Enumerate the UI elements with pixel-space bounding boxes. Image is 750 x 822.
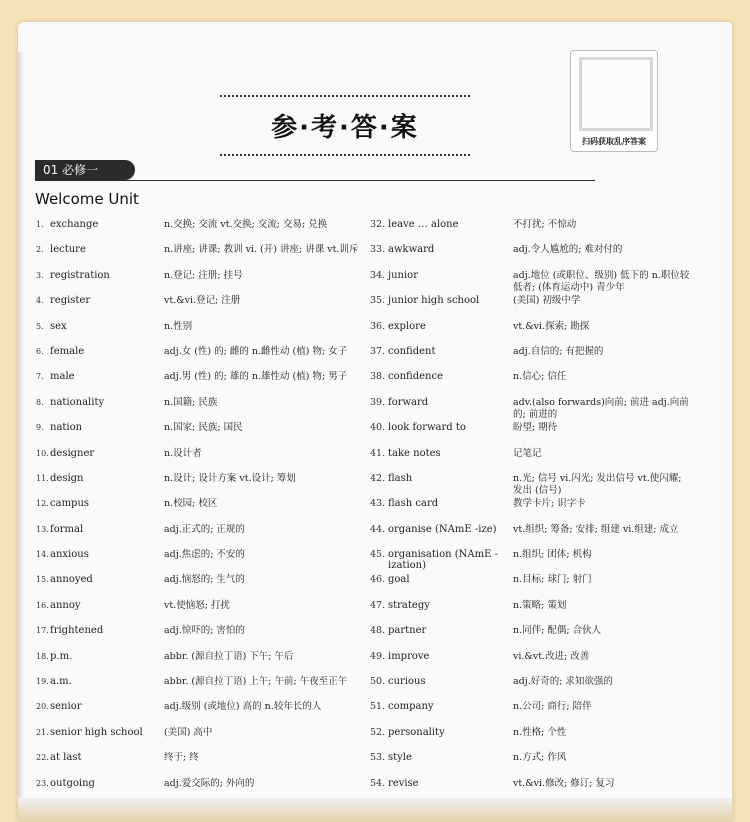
vocab-row	[36, 597, 376, 622]
vocab-row	[370, 241, 700, 266]
vocab-row	[370, 546, 700, 571]
vocab-definition: adj.正式的; 正规的	[164, 523, 245, 535]
section-divider	[35, 180, 595, 181]
vocab-word: flash	[388, 472, 413, 484]
vocab-word: company	[388, 701, 434, 713]
vocab-number: 16.	[36, 600, 49, 610]
vocab-word: exchange	[50, 219, 99, 230]
vocab-definition: n.同伴; 配偶; 合伙人	[513, 625, 602, 637]
vocab-row	[370, 292, 700, 317]
vocab-word: revise	[388, 777, 419, 789]
vocab-definition: adj.男 (性) 的; 雄的 n.雄性动 (植) 物; 男子	[164, 371, 348, 383]
vocab-word: annoyed	[50, 574, 93, 586]
vocab-word: senior	[50, 701, 82, 713]
vocab-word: explore	[388, 320, 426, 332]
vocab-word: take notes	[388, 447, 441, 459]
vocab-number: 32.	[370, 219, 386, 230]
title-bottom-dots	[220, 154, 470, 156]
vocab-word: junior high school	[388, 295, 480, 307]
vocab-number: 38.	[370, 371, 386, 383]
vocab-row	[36, 241, 376, 266]
vocab-number: 49.	[370, 650, 386, 662]
vocab-definition: abbr. (源自拉丁语) 下午; 午后	[164, 650, 294, 662]
vocab-row	[36, 648, 376, 673]
vocab-number: 12.	[36, 499, 49, 509]
vocab-word: style	[388, 752, 412, 764]
vocab-definition: adv.(also forwards)向前; 前进 adj.向前的; 前进的	[513, 396, 689, 420]
vocab-word: look forward to	[388, 422, 466, 434]
vocab-word: confidence	[388, 371, 444, 383]
vocab-row	[36, 267, 376, 292]
vocab-word: forward	[388, 396, 429, 408]
vocab-definition: vt.组织; 筹备; 安排; 组建 vi.组建; 成立	[513, 523, 679, 535]
vocab-number: 54.	[370, 777, 386, 789]
vocab-definition: n.校园; 校区	[164, 498, 218, 510]
vocab-word: formal	[50, 523, 84, 535]
vocab-number: 42.	[370, 472, 386, 484]
vocab-row	[36, 521, 376, 546]
vocab-number: 8.	[36, 397, 44, 407]
vocab-number: 10.	[36, 448, 49, 458]
vocab-definition: abbr. (源自拉丁语) 上午; 午前; 午夜至正午	[164, 676, 348, 688]
vocab-row	[370, 343, 700, 368]
vocab-number: 37.	[370, 345, 386, 357]
vocab-definition: n.国籍; 民族	[164, 396, 218, 408]
vocab-word: nation	[50, 422, 83, 434]
vocab-word: confident	[388, 345, 436, 357]
vocab-word: goal	[388, 574, 410, 586]
vocab-word: p.m.	[50, 650, 73, 662]
vocab-word: curious	[388, 676, 426, 688]
qr-label: 扫码获取乱序答案	[582, 137, 646, 146]
vocab-row	[370, 622, 700, 647]
vocab-row	[370, 318, 700, 343]
vocab-row	[370, 495, 700, 520]
vocab-definition: (美国) 高中	[164, 726, 213, 738]
vocab-number: 35.	[370, 295, 386, 307]
vocab-definition: n.讲座; 讲课; 教训 vi. (开) 讲座; 讲课 vt.训斥	[164, 244, 359, 256]
vocab-word: junior	[388, 269, 418, 281]
vocab-row	[36, 673, 376, 698]
vocab-row	[36, 749, 376, 774]
vocab-definition: adj.女 (性) 的; 雌的 n.雌性动 (植) 物; 女子	[164, 345, 348, 357]
page-title: 参·考·答·案	[271, 113, 419, 143]
vocab-word: anxious	[50, 549, 89, 561]
vocab-number: 52.	[370, 726, 386, 738]
vocab-row	[370, 648, 700, 673]
left-vocab-column	[36, 216, 376, 800]
vocab-definition: 记笔记	[513, 447, 542, 459]
vocab-number: 34.	[370, 269, 386, 281]
vocab-definition: 终于; 终	[164, 752, 199, 764]
vocab-number: 22.	[36, 753, 49, 763]
vocab-number: 21.	[36, 727, 49, 737]
unit-title: Welcome Unit	[35, 190, 139, 208]
vocab-definition: n.登记; 注册; 挂号	[164, 269, 243, 281]
vocab-row	[36, 343, 376, 368]
vocab-word: registration	[50, 269, 110, 281]
vocab-number: 20.	[36, 702, 49, 712]
vocab-definition: 教学卡片; 识字卡	[513, 498, 586, 510]
vocab-definition: vi.&vt.改进; 改善	[513, 650, 590, 662]
vocab-definition: adj.惊吓的; 害怕的	[164, 625, 245, 637]
vocab-number: 18.	[36, 651, 49, 661]
vocab-word: strategy	[388, 599, 430, 611]
vocab-row	[36, 394, 376, 419]
vocab-row	[36, 698, 376, 723]
vocab-number: 41.	[370, 447, 386, 459]
vocab-definition: n.目标; 球门; 射门	[513, 574, 592, 586]
vocab-number: 51.	[370, 701, 386, 713]
vocab-definition: 不打扰; 不惊动	[513, 219, 577, 230]
vocab-row	[370, 597, 700, 622]
vocab-definition: 盼望; 期待	[513, 422, 558, 434]
vocab-definition: n.设计者	[164, 447, 202, 459]
vocab-word: female	[50, 345, 85, 357]
vocab-number: 15.	[36, 575, 49, 585]
vocab-definition: vt.&vi.修改; 修订; 复习	[513, 777, 615, 789]
vocab-number: 43.	[370, 498, 386, 510]
vocab-number: 53.	[370, 752, 386, 764]
vocab-word: campus	[50, 498, 90, 510]
vocab-word: partner	[388, 625, 427, 637]
vocab-word: register	[50, 295, 91, 307]
vocab-number: 9.	[36, 423, 44, 433]
vocab-number: 23.	[36, 778, 49, 788]
vocab-row	[36, 419, 376, 444]
qr-code-icon	[579, 57, 653, 131]
vocab-definition: n.信心; 信任	[513, 371, 567, 383]
vocab-number: 46.	[370, 574, 386, 586]
vocab-word: outgoing	[50, 777, 95, 789]
vocab-definition: n.设计; 设计方案 vt.设计; 筹划	[164, 472, 296, 484]
vocab-definition: vt.使恼怒; 打扰	[164, 599, 230, 611]
vocab-number: 50.	[370, 676, 386, 688]
vocab-number: 40.	[370, 422, 386, 434]
vocab-word: nationality	[50, 396, 105, 408]
vocab-number: 14.	[36, 550, 49, 560]
vocab-word: male	[50, 371, 75, 383]
vocab-number: 5.	[36, 321, 44, 331]
vocab-row	[36, 216, 376, 241]
vocab-row	[370, 267, 700, 292]
vocab-number: 11.	[36, 473, 49, 483]
vocab-definition: n.交换; 交流 vt.交换; 交流; 交易; 兑换	[164, 219, 328, 230]
vocab-row	[370, 368, 700, 393]
vocab-definition: vt.&vi.探索; 勘探	[513, 320, 590, 332]
vocab-row	[370, 470, 700, 495]
vocab-definition: n.性别	[164, 320, 193, 332]
vocab-definition: n.光; 信号 vi.闪光; 发出信号 vt.使闪耀; 发出 (信号)	[513, 472, 682, 496]
vocab-definition: n.公司; 商行; 陪伴	[513, 701, 592, 713]
vocab-row	[36, 724, 376, 749]
vocab-number: 45.	[370, 549, 386, 561]
vocab-definition: adj.好奇的; 求知欲强的	[513, 676, 613, 688]
vocab-word: organise (NAmE -ize)	[388, 523, 497, 535]
vocab-word: improve	[388, 650, 430, 662]
vocab-definition: adj.恼怒的; 生气的	[164, 574, 245, 586]
vocab-word: senior high school	[50, 726, 143, 738]
vocab-number: 7.	[36, 372, 44, 382]
vocab-number: 19.	[36, 677, 49, 687]
qr-code-box[interactable]	[570, 50, 658, 152]
vocab-definition: adj.自信的; 有把握的	[513, 345, 604, 357]
vocab-row	[36, 292, 376, 317]
vocab-number: 33.	[370, 244, 386, 256]
vocab-word: a.m.	[50, 676, 72, 688]
vocab-row	[36, 445, 376, 470]
vocab-definition: n.方式; 作风	[513, 752, 567, 764]
vocab-row	[370, 724, 700, 749]
vocab-definition: (美国) 初级中学	[513, 295, 581, 307]
vocab-number: 39.	[370, 396, 386, 408]
vocab-number: 3.	[36, 270, 44, 280]
vocab-row	[36, 622, 376, 647]
vocab-word: personality	[388, 726, 445, 738]
vocab-row	[36, 495, 376, 520]
vocab-word: flash card	[388, 498, 439, 510]
vocab-definition: adj.地位 (或职位、级别) 低下的 n.职位较低者; (体育运动中) 青少年	[513, 269, 690, 293]
vocab-row	[36, 571, 376, 596]
vocab-number: 17.	[36, 626, 49, 636]
title-block	[210, 95, 480, 156]
vocab-word: awkward	[388, 244, 435, 256]
vocab-number: 2.	[36, 245, 44, 255]
vocab-row	[36, 368, 376, 393]
vocab-number: 13.	[36, 524, 49, 534]
vocab-word: design	[50, 472, 84, 484]
vocab-definition: n.组织; 团体; 机构	[513, 549, 592, 561]
vocab-row	[370, 419, 700, 444]
vocab-number: 1.	[36, 220, 44, 229]
vocab-row	[36, 318, 376, 343]
vocab-row	[370, 445, 700, 470]
vocab-number: 4.	[36, 296, 44, 306]
vocab-row	[36, 470, 376, 495]
vocab-word: frightened	[50, 625, 104, 637]
vocab-number: 47.	[370, 599, 386, 611]
vocab-number: 36.	[370, 320, 386, 332]
vocab-word: annoy	[50, 599, 81, 611]
vocab-definition: adj.令人尴尬的; 难对付的	[513, 244, 623, 256]
vocab-row	[370, 216, 700, 241]
vocab-row	[36, 775, 376, 800]
vocab-number: 44.	[370, 523, 386, 535]
right-vocab-column	[370, 216, 700, 800]
vocab-number: 48.	[370, 625, 386, 637]
vocab-word: at last	[50, 752, 82, 764]
vocab-row	[370, 394, 700, 419]
vocab-definition: adj.爱交际的; 外向的	[164, 777, 255, 789]
vocab-word: lecture	[50, 244, 86, 256]
vocab-row	[370, 673, 700, 698]
vocab-definition: vt.&vi.登记; 注册	[164, 295, 241, 307]
vocab-word: leave … alone	[388, 219, 459, 230]
vocab-definition: adj.级别 (或地位) 高的 n.较年长的人	[164, 701, 322, 713]
vocab-definition: n.国家; 民族; 国民	[164, 422, 243, 434]
vocab-row	[370, 749, 700, 774]
vocab-row	[370, 571, 700, 596]
page-bottom-edge	[18, 798, 732, 822]
vocab-number: 6.	[36, 346, 44, 356]
section-badge: 01 必修一	[35, 160, 135, 180]
vocab-word: organisation (NAmE -ization)	[388, 549, 498, 572]
vocab-row	[370, 521, 700, 546]
vocab-row	[370, 775, 700, 800]
page-spine	[18, 52, 24, 822]
vocab-row	[36, 546, 376, 571]
vocab-definition: n.策略; 策划	[513, 599, 567, 611]
vocab-word: sex	[50, 320, 67, 332]
vocab-definition: adj.焦虑的; 不安的	[164, 549, 245, 561]
vocab-word: designer	[50, 447, 95, 459]
vocab-definition: n.性格; 个性	[513, 726, 567, 738]
vocab-row	[370, 698, 700, 723]
